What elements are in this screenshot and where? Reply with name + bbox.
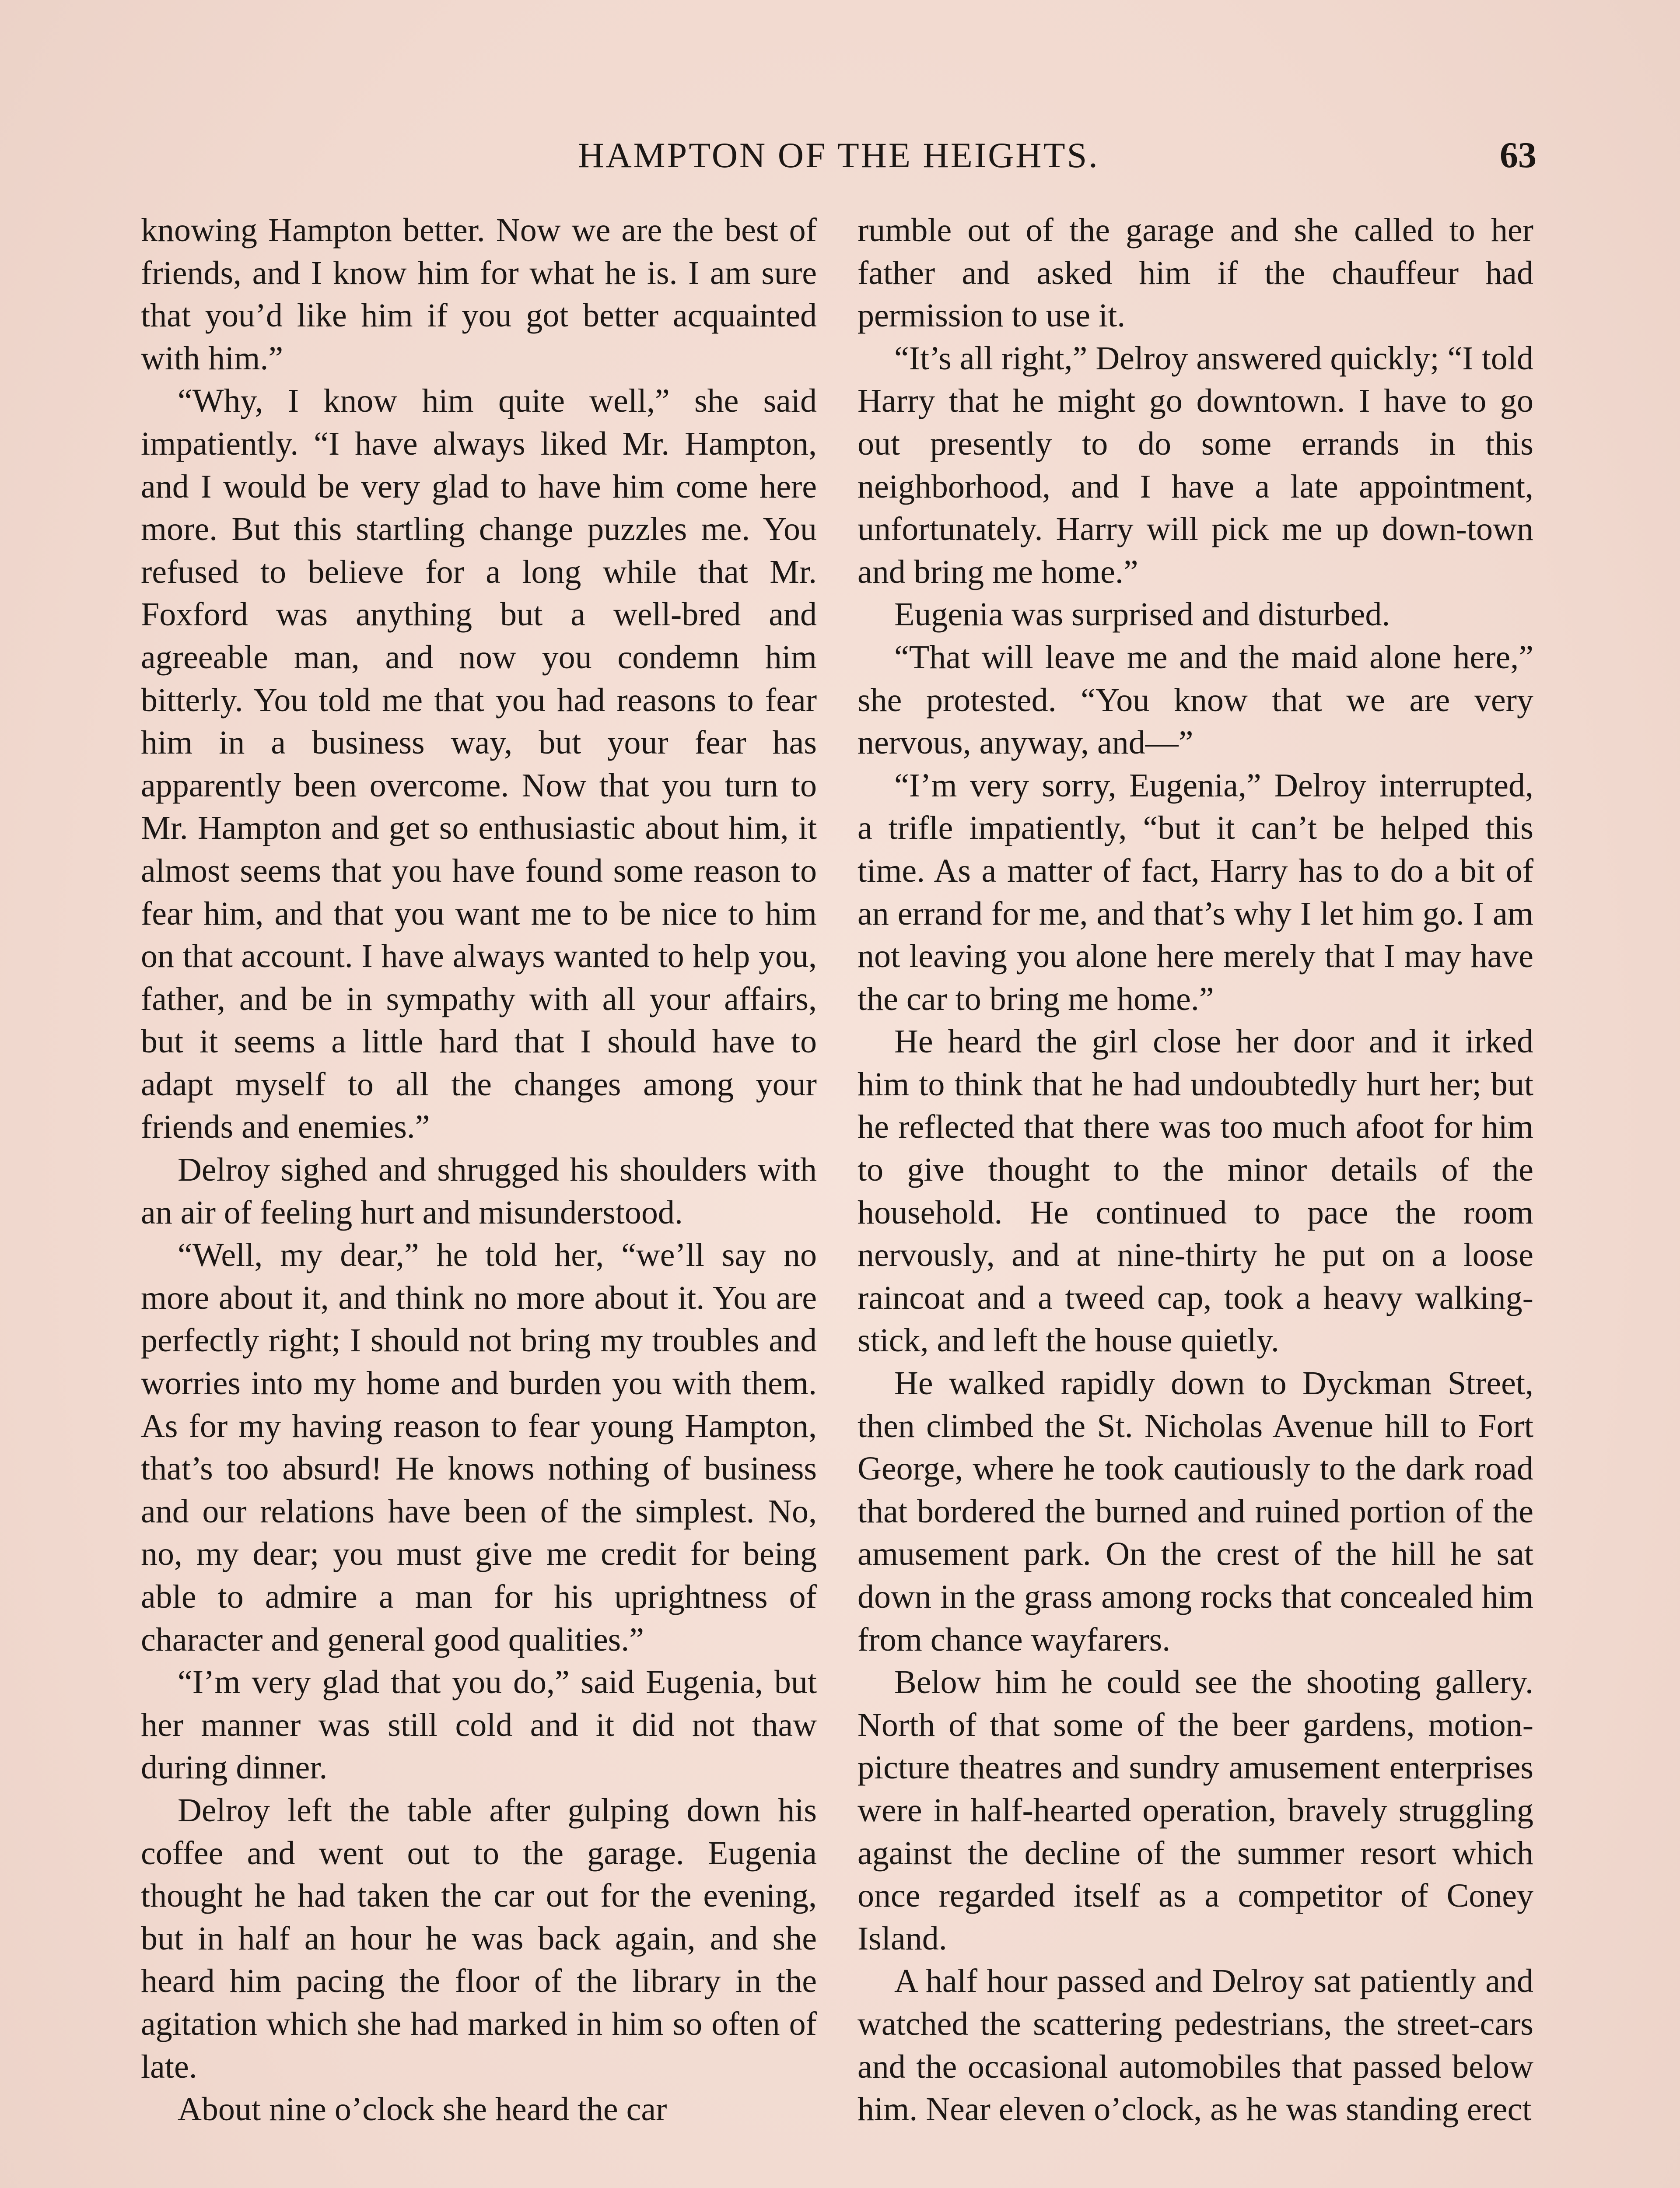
text-column-left xyxy=(141,209,817,2131)
running-title: HAMPTON OF THE HEIGHTS. xyxy=(578,135,1099,175)
paragraph: Below him he could see the shooting gallery. North of that some of the beer gardens, motion-picture theatres and sundry amusement enterprises were in half-hearted operation, bravely struggling against the decline of the summer resort which once regarded itself as a competitor of Coney Island. xyxy=(858,1664,1533,1957)
paragraph: He walked rapidly down to Dyckman Street, then climbed the St. Nicholas Avenue hill to Fort George, where he took cautiously to the dark road that bordered the burned and ruined portion of the amusement park. On the crest of the hill he sat down in the grass among rocks that concealed him from chance wayfarers. xyxy=(858,1365,1533,1658)
paragraph: He heard the girl close her door and it irked him to think that he had undoubtedly hurt her; but he reflected that there was too much afoot for him to give thought to the minor details of the household. He continued to pace the room nervously, and at nine-thirty he put on a loose raincoat and a tweed cap, took a heavy walking-stick, and left the house quietly. xyxy=(858,1023,1533,1359)
paragraph: “I’m very sorry, Eugenia,” Delroy interrupted, a trifle impatiently, “but it can’t be helped this time. As a matter of fact, Harry has to do a bit of an errand for me, and that’s why I let him go. I am not leaving you alone here merely that I may have the car to bring me home.” xyxy=(858,767,1533,1017)
paragraph: “It’s all right,” Delroy answered quickly; “I told Harry that he might go downtown. I have to go out presently to do some errands in this neighborhood, and I have a late appointment, unfortunately. Harry will pick me up down-town and bring me home.” xyxy=(858,340,1533,590)
running-head xyxy=(141,131,1536,179)
paragraph: About nine o’clock she heard the car xyxy=(178,2091,667,2128)
text-column-right xyxy=(858,209,1533,2131)
paragraph: Eugenia was surprised and disturbed. xyxy=(894,596,1390,633)
paragraph: Delroy sighed and shrugged his shoulders with an air of feeling hurt and misunderstood. xyxy=(141,1151,817,1231)
paragraph: rumble out of the garage and she called to her father and asked him if the chauffeur had permission to use it. xyxy=(858,212,1533,334)
paragraph: “Why, I know him quite well,” she said impatiently. “I have always liked Mr. Hampton, and I would be very glad to have him come here more. But this startling change puzzles me. You refused to believe for a long while that Mr. Foxford was anything but a well-bred and agreeable man, and now you condemn him bitterly. You told me that you had reasons to fear him in a business way, but your fear has apparently been overcome. Now that you turn to Mr. Hampton and get so enthusiastic about him, it almost seems that you have found some reason to fear him, and that you want me to be nice to him on that account. I have always wanted to help you, father, and be in sympathy with all your affairs, but it seems a little hard that I should have to adapt myself to all the changes among your friends and enemies.” xyxy=(141,382,817,1146)
page-number: 63 xyxy=(1500,135,1536,175)
paragraph: knowing Hampton better. Now we are the best of friends, and I know him for what he is. I am sure that you’d like him if you got better acquainted with him.” xyxy=(141,212,817,377)
paragraph: Delroy left the table after gulping down his coffee and went out to the garage. Eugenia thought he had taken the car out for the evening, but in half an hour he was back again, and she heard him pacing the floor of the library in the agitation which she had marked in him so often of late. xyxy=(141,1792,817,2085)
paragraph: “Well, my dear,” he told her, “we’ll say no more about it, and think no more about it. You are perfectly right; I should not bring my troubles and worries into my home and burden you with them. As for my having reason to fear young Hampton, that’s too absurd! He knows nothing of business and our relations have been of the simplest. No, no, my dear; you must give me credit for being able to admire a man for his uprightness of character and general good qualities.” xyxy=(141,1237,817,1658)
paragraph: “I’m very glad that you do,” said Eugenia, but her manner was still cold and it did not thaw during dinner. xyxy=(141,1664,817,1786)
paragraph: “That will leave me and the maid alone here,” she protested. “You know that we are very nervous, anyway, and—” xyxy=(858,638,1533,761)
paragraph: A half hour passed and Delroy sat patiently and watched the scattering pedestrians, the street-cars and the occasional automobiles that passed below him. Near eleven o’clock, as he was standing erect xyxy=(858,1963,1533,2128)
